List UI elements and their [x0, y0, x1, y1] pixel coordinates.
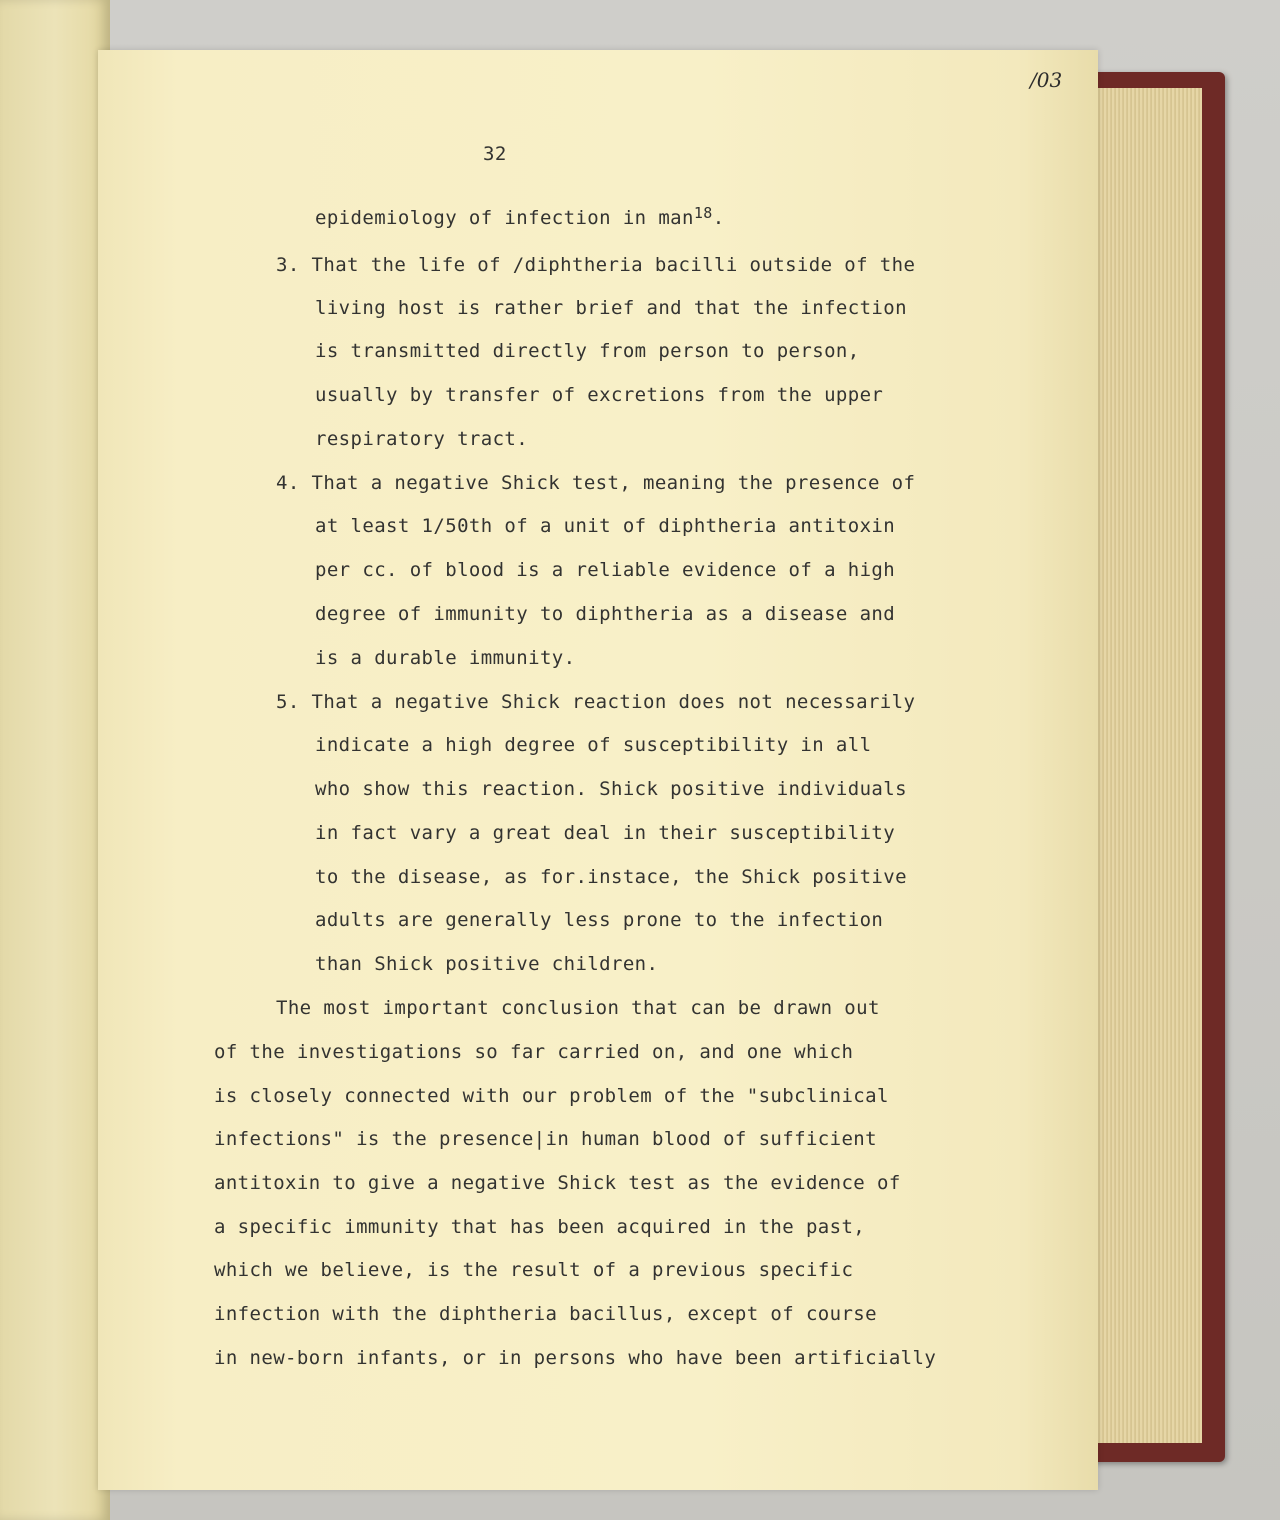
text-line: adults are generally less prone to the infection [315, 909, 884, 931]
text-line: degree of immunity to diphtheria as a disease and [315, 603, 896, 625]
text-line: indicate a high degree of susceptibility in all [315, 734, 872, 756]
text-line: 3. That the life of /diphtheria bacilli outside of the [276, 254, 916, 276]
text-line: 4. That a negative Shick test, meaning the presence of [276, 472, 916, 494]
text-line: usually by transfer of excretions from the upper [315, 384, 884, 406]
text-line: to the disease, as for.instace, the Shick positive [315, 866, 907, 888]
text-line: infection with the diphtheria bacillus, except of course [214, 1303, 877, 1325]
text-line: of the investigations so far carried on, and one which [214, 1041, 854, 1063]
left-facing-page [0, 0, 110, 1520]
text-line: living host is rather brief and that the infection [315, 297, 907, 319]
text-line: in fact vary a great deal in their susceptibility [315, 822, 896, 844]
text-line: is a durable immunity. [315, 647, 576, 669]
text-line: a specific immunity that has been acquired in the past, [214, 1216, 866, 1238]
text-line: is closely connected with our problem of the "subclinical [214, 1085, 889, 1107]
book-page-block [1090, 88, 1202, 1443]
text-line: respiratory tract. [315, 428, 529, 450]
text-line: than Shick positive children. [315, 953, 659, 975]
text-line: 5. That a negative Shick reaction does not necessarily [276, 691, 916, 713]
text-line: epidemiology of infection in man$^{18}$. [315, 204, 725, 229]
text-line: infections" is the presence|in human blood of sufficient [214, 1128, 877, 1150]
text-line: which we believe, is the result of a previous specific [214, 1259, 854, 1281]
text-line: at least 1/50th of a unit of diphtheria antitoxin [315, 515, 896, 537]
page-number: 32 [483, 143, 507, 165]
text-line: antitoxin to give a negative Shick test as the evidence of [214, 1172, 901, 1194]
folio-number: /03 [1030, 68, 1063, 92]
text-line: per cc. of blood is a reliable evidence of a high [315, 559, 896, 581]
text-line: is transmitted directly from person to person, [315, 340, 860, 362]
text-line: The most important conclusion that can be drawn out [276, 997, 880, 1019]
text-line: who show this reaction. Shick positive individuals [315, 778, 907, 800]
text-line: in new-born infants, or in persons who have been artificially [214, 1347, 937, 1369]
